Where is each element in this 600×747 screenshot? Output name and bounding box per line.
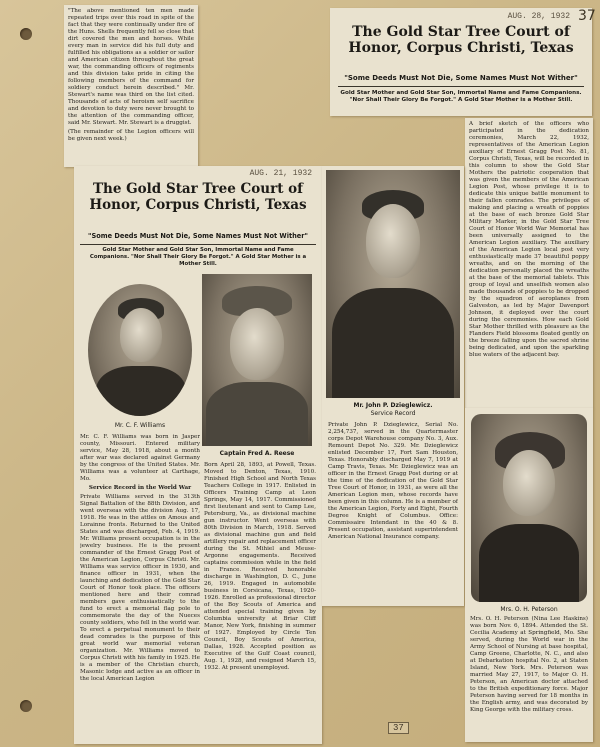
- peterson-bio: Mrs. O. H. Peterson (Nina Lee Haskins) was born Nov. 6, 1894. Attended the St. Cecilia Academy at Springfield, Mo. She served, during the World war in the Army School of Nursing at base hospital, Camp Greene, Charlotte, N. C., and also at Debarkation hospital No. 2, at Staten Island, New York. Mrs. Peterson was married May 27, 1917, to Major O. H. Peterson, an American doctor attached to the British expeditionary force. Major Peterson having served for 18 months in the English army, and was decorated by King George with the military cross.: [470, 616, 588, 713]
- photo-peterson: [471, 414, 587, 602]
- divider: [80, 244, 316, 245]
- deck: Gold Star Mother and Gold Star Son, Immortal Name and Fame Companions. "Nor Shall Their Glory Be Forgot." A Gold Star Mother is a Mother Still.: [89, 247, 307, 267]
- caption-peterson: Mrs. O. H. Peterson: [500, 606, 558, 613]
- divider: [338, 86, 584, 87]
- motto: "Some Deeds Must Not Die, Some Names Must Not Wither": [344, 74, 578, 82]
- clipping-date: AUG. 21, 1932: [249, 169, 312, 178]
- caption-reese: Captain Fred A. Reese: [219, 450, 295, 457]
- clipping-text: A brief sketch of the officers who participated in the dedication ceremonies, March 22, 1932, representatives of the American Legion auxiliary of Ernest Gragg Post No. 81, Corpus Christi, Texas, will be recorded in this column to show the Gold Star Mothers the patriotic cooperation that was given the members of the American Legion Post, whose privilege it is to dedicate this unique battle monument to their fallen comrades. The privileges of making and placing a wreath of poppies at the base of each bronze Gold Star Military Marker, in the Gold Star Tree Court of Honor World War Memorial has been universally assigned to the American Legion auxiliary. The auxiliary of the American Legion local post very enthusiastically made 37 beautiful poppy wreaths, and on the morning of the dedication personally placed the wreaths at the base of the memorial tablets. This group of loyal and unselfish women also made thousands of poppies to be dropped by the squadron of aeroplanes from Galveston, as led by Major Davenport Johnson, it deployed over the court during the ceremonies. How each Gold Star Mother thrilled with pleasure as the Flanders Field blossoms floated gently on the breeze falling upon the sacred shrine being dedicated, and upon the sparkling blue waters of the adjacent bay.: [469, 121, 589, 358]
- page-number: 37: [388, 722, 409, 734]
- williams-service: Private Williams served in the 313th Signal Battalion of the 88th Division, and went overseas with the division Aug. 17, 1918. He was in the attles on Amous and Lorainne fronts. Returned to the United States and was discharged, Feb. 4, 1919. Mr. Williams present occupation is in the jewelry business. He is the present commander of the Ernest Gragg Post of the American Legion, Corpus Christi. Mr. Williams was service officer in 1930, and finance officer in 1931, when the launching and dedication of the Gold Star Court of Honor took place. The officers mentioned here and their comrad members gave enthusiastically to the fund to erect a memorial flag pole to commemorate the day of the Nueces county soldiers, who fell in the world war. To erect a perpetual monument to their dead comrades is the purpose of this great world war memorial veteran organization. Mr. Williams moved to Corpus Christi with his family in 1925. He is a member of the Christian church, Masonic lodge and active as an officer in the local American Legion: [80, 494, 200, 682]
- photo-reese: [202, 274, 312, 446]
- column-reese: [204, 462, 316, 740]
- clipping-aug28-header: [330, 8, 592, 116]
- clipping-date: AUG. 28, 1932: [507, 12, 570, 21]
- clipping-end-note: (The remainder of the Legion officers will be given next week.): [68, 129, 194, 142]
- clipping-text: "The above mentioned ten men made repeated trips over this road in spite of the fact that they were continually under fire of the Huns. Shells frequently fell so close that dirt covered the men and horses. While every man in service did his full duty and fulfilled his obligations as a soldier or sailor and American citizen throughout the great war, the commanding officers of regiments and this division take pride in citing the following members of the command for soldiery conduct herein described." Mr. Stewart's name was third on the list cited. Thousands of acts of heroism self sacrifice and devotion to duty were never brought to the attention of the commanding officer, said Mr. Stewart. Mr. Stewart is a druggist.: [68, 8, 194, 126]
- dzieglewicz-bio: Private John P. Dzieglewicz, Serial No. 2,254,737, served in the Quartermaster corps Depot Warehouse company No. 3, Aux. Remount Depot No. 329. Mr. Dzieglewicz enlisted December 17, Fort Sam Houston, Texas. Honorably discharged May 7, 1919 at Camp Travis, Texas. Mr. Dzieglewicz was an officer in the Ernest Gragg Post during or at the time of the dedication of the Gold Star Tree Court of Honor, in 1931, as were all the American Legion men, whose records have been given in this column. He is a member of the American Legion, Forty and Eight, Fourth Degree Knight of Columbus. Office: Commissaire Intendant in the 40 & 8. Present occupation, assistant superintendent American National Insurance company.: [328, 422, 458, 540]
- williams-bio: Mr. C. F. Williams was born in Jasper county, Missouri. Entered military service, May 28, 1918, about a month after war was declared against Germany by the congress of the United States. Mr. Williams was a volunteer at Carthage, Mo.: [80, 434, 200, 482]
- clipping-aug21: [74, 166, 322, 744]
- caption-service-record: Service Record: [370, 410, 416, 417]
- clipping-dzieglewicz: [322, 166, 464, 606]
- caption-dzieglewicz: Mr. John P. Dzieglewicz.: [353, 402, 433, 409]
- reese-bio: Born April 28, 1893, at Powell, Texas. Moved to Denton, Texas, 1910. Finished High School and North Texas Teachers College in 1917. Enlisted in Officers Training Camp at Leon Springs, May 14, 1917. Commissioned first lieutenant and sent to Camp Lee, Petersburg, Va., as divisional machine gun instructor. Went overseas with 80th Division in March, 1918. Served as divisional machine gun and field artillery repair and replacement officer during the St. Mihiel and Meuse-Argonne engagements. Received captains commission while in the field in France. Received honorable discharge in Washington, D. C., June 26, 1919. Engaged in automobile business in Corsicana, Texas, 1920-1926. Enrolled as professional director of the Boy Scouts of America and attended special training given by Columbia university at Briar Cliff Manor, New York, finishing in summer of 1927. Employed by Circle Ten Council, Boy Scouts of America, Dallas, 1928. Accepted position as Executive of the Gulf Coast council, Aug. 1, 1928, and resigned March 15, 1932. At present unemployed.: [204, 462, 316, 671]
- headline: The Gold Star Tree Court of Honor, Corpus Christi, Texas: [89, 181, 307, 213]
- clipping-auxiliary-sketch: [465, 118, 593, 408]
- binder-hole: [20, 28, 32, 40]
- section-heading: Service Record in the World War: [88, 485, 192, 491]
- headline: The Gold Star Tree Court of Honor, Corpus Christi, Texas: [348, 24, 574, 57]
- photo-williams: [88, 284, 192, 416]
- clipping-peterson: [465, 408, 593, 742]
- clipping-stewart-citation: [64, 5, 198, 167]
- column-dzieglewicz: [328, 422, 458, 602]
- caption-williams: Mr. C. F. Williams: [114, 422, 166, 429]
- column-williams: [80, 434, 200, 740]
- deck: Gold Star Mother and Gold Star Son, Immortal Name and Fame Companions. "Nor Shall Their Glory Be Forgot." A Gold Star Mother is a Mother Still.: [340, 90, 582, 103]
- photo-dzieglewicz: [326, 170, 460, 398]
- column-peterson: [470, 616, 588, 740]
- motto: "Some Deeds Must Not Die, Some Names Must Not Wither": [88, 232, 308, 240]
- binder-hole: [20, 700, 32, 712]
- corner-page-mark: 37: [578, 8, 596, 24]
